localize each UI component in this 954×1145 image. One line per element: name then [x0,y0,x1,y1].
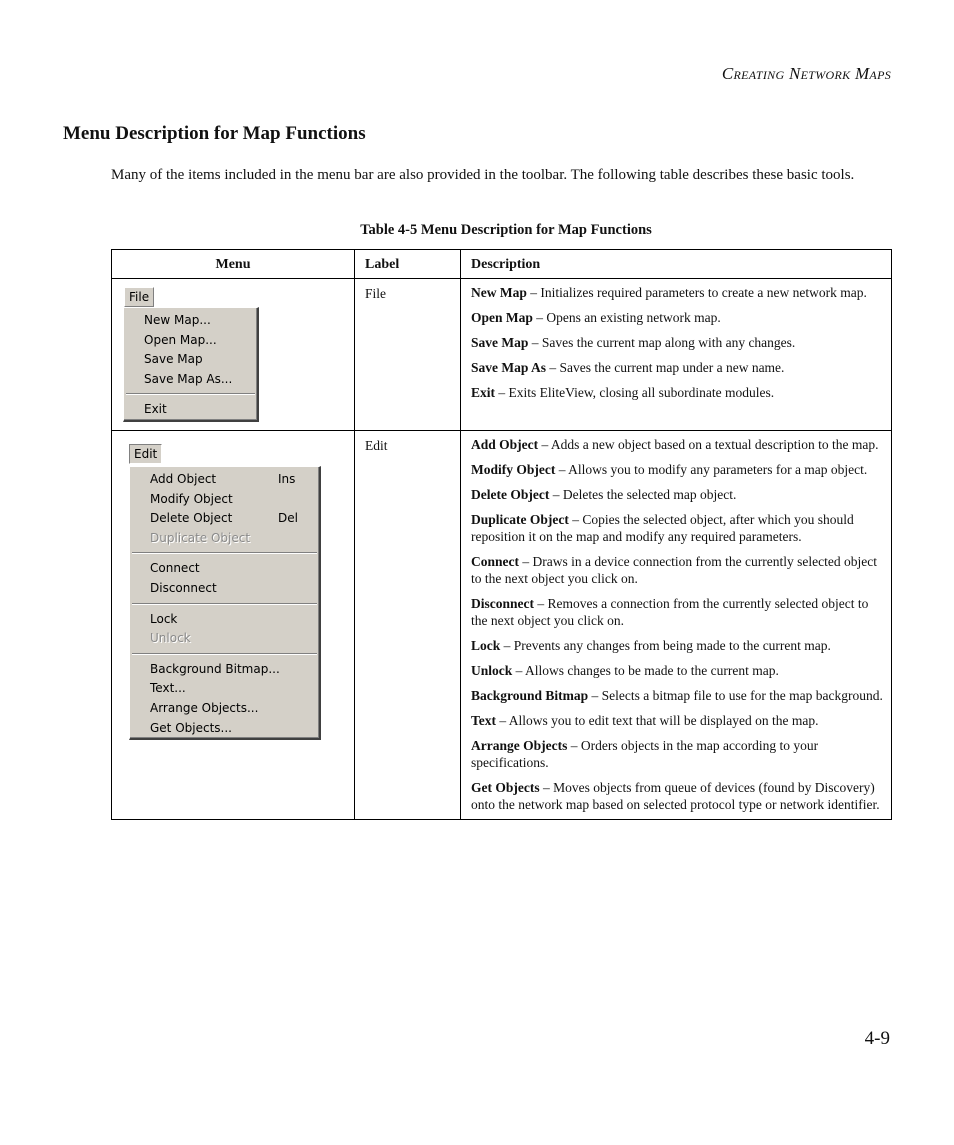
menu-item-get-objects[interactable]: Get Objects... [150,720,232,735]
menu-item-save-map[interactable]: Save Map [144,352,203,367]
menu-item-connect[interactable]: Connect [150,561,200,576]
shortcut-ins: Ins [278,472,296,486]
desc-save-map: Save Map – Saves the current map along with any changes. [471,335,796,350]
description-cell-edit [461,431,892,820]
desc-connect: Connect – Draws in a device connection from the currently selected object to the next object you click on. [471,554,877,586]
menu-item-delete-object[interactable]: Delete Object Del [130,509,319,529]
desc-background-bitmap: Background Bitmap – Selects a bitmap file to use for the map background. [471,688,883,703]
desc-new-map: New Map – Initializes required parameters to create a new network map. [471,285,867,300]
table-header-row [112,250,892,279]
desc-exit: Exit – Exits EliteView, closing all subordinate modules. [471,385,775,400]
description-cell-file [461,279,892,431]
menu-separator [132,603,317,605]
running-header-text: Creating Network Maps [721,64,891,83]
table-row-edit [112,431,892,820]
menu-item-new-map[interactable]: New Map... [144,313,211,327]
menu-item-arrange-objects[interactable]: Arrange Objects... [150,700,259,715]
menu-item-duplicate-object: Duplicate Object [150,530,251,545]
menu-separator [126,393,255,395]
menu-item-background-bitmap[interactable]: Background Bitmap... [150,661,280,676]
desc-open-map: Open Map – Opens an existing network map. [471,310,721,325]
menu-separator [132,653,317,655]
desc-get-objects: Get Objects – Moves objects from queue of devices (found by Discovery) onto the network map based on selected protocol type or network identifier. [471,780,880,812]
desc-text: Text – Allows you to edit text that will be displayed on the map. [471,713,819,728]
edit-menu-screenshot [112,431,354,743]
desc-disconnect: Disconnect – Removes a connection from the currently selected object to the next object you click on. [471,596,869,628]
menu-cell-file [112,279,355,431]
desc-lock: Lock – Prevents any changes from being made to the current map. [471,638,831,653]
table-caption: Table 4-5 Menu Description for Map Functions [360,222,652,238]
desc-arrange-objects: Arrange Objects – Orders objects in the map according to your specifications. [471,738,819,770]
header-description: Description [461,250,892,279]
label-cell-file: File [355,279,461,431]
menu-item-unlock: Unlock [150,631,191,646]
file-menu-dropdown [123,307,259,422]
map-functions-table [111,249,892,820]
desc-unlock: Unlock – Allows changes to be made to the current map. [471,663,779,678]
menu-separator [132,552,317,554]
shortcut-del: Del [278,511,298,526]
section-title: Menu Description for Map Functions [63,123,366,144]
desc-duplicate-object: Duplicate Object – Copies the selected object, after which you should reposition it on the map and modify any required parameters. [471,512,854,544]
menu-cell-edit [112,431,355,820]
desc-save-map-as: Save Map As – Saves the current map under a new name. [471,360,785,375]
table-row-file [112,279,892,431]
desc-delete-object: Delete Object – Deletes the selected map object. [471,487,737,502]
menu-item-open-map[interactable]: Open Map... [144,332,217,347]
file-menu-title[interactable]: File [124,287,154,307]
menu-item-exit[interactable]: Exit [144,402,167,417]
menu-item-disconnect[interactable]: Disconnect [150,580,217,595]
intro-paragraph: Many of the items included in the menu bar are also provided in the toolbar. The following table describes these basic tools. [111,167,855,183]
desc-add-object: Add Object – Adds a new object based on a textual description to the map. [471,437,879,452]
menu-item-text[interactable]: Text... [150,681,186,696]
menu-item-lock[interactable]: Lock [150,611,178,626]
header-label: Label [355,250,461,279]
menu-item-modify-object[interactable]: Modify Object [150,491,233,506]
running-header [722,64,891,84]
edit-menu-title[interactable]: Edit [129,444,162,464]
edit-menu-dropdown [129,466,321,740]
header-menu: Menu [112,250,355,279]
file-menu-screenshot [112,279,354,429]
menu-item-save-map-as[interactable]: Save Map As... [144,371,233,386]
desc-modify-object: Modify Object – Allows you to modify any parameters for a map object. [471,462,868,477]
label-cell-edit: Edit [355,431,461,820]
menu-item-add-object[interactable]: Add Object Ins [130,470,319,490]
page-number: 4-9 [864,1028,890,1049]
